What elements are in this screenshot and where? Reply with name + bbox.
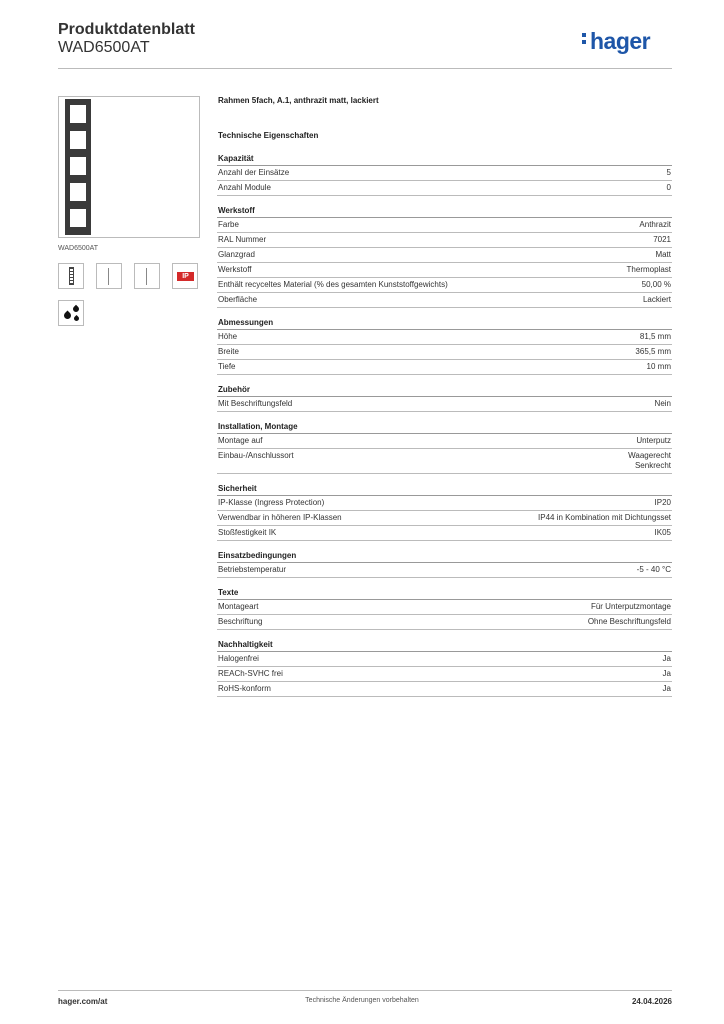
spec-label: Stoßfestigkeit IK (218, 528, 277, 537)
spec-value (667, 168, 671, 178)
spec-value (588, 617, 671, 627)
spec-section (217, 385, 672, 412)
spec-row (217, 248, 672, 263)
spec-value-line: Thermoplast (626, 265, 671, 274)
spec-value-line: IK05 (654, 528, 671, 537)
spec-label: Oberfläche (218, 295, 258, 304)
spec-value (655, 528, 671, 538)
spec-label: Höhe (218, 332, 238, 341)
footer-divider (58, 990, 672, 991)
spec-value-line: Waagerecht (628, 451, 671, 460)
spec-row (217, 652, 672, 667)
spec-row (217, 496, 672, 511)
spec-row (217, 600, 672, 615)
section-title: Texte (217, 588, 672, 600)
section-title: Zubehör (217, 385, 672, 397)
spec-value-line: Nein (654, 399, 671, 408)
section-title: Abmessungen (217, 318, 672, 330)
spec-row (217, 526, 672, 541)
spec-value-line: 81,5 mm (639, 332, 671, 341)
spec-value (663, 684, 671, 694)
spec-section (217, 206, 672, 308)
spec-row (217, 293, 672, 308)
spec-label: RAL Nummer (218, 235, 267, 244)
spec-value-line: Anthrazit (639, 220, 671, 229)
spec-row (217, 682, 672, 697)
article-number: WAD6500AT (58, 39, 150, 56)
spec-value (642, 280, 671, 290)
spec-label: Montageart (218, 602, 259, 611)
spec-row (217, 330, 672, 345)
spec-value-line: 365,5 mm (635, 347, 671, 356)
spec-label: Betriebstemperatur (218, 565, 287, 574)
spec-label: Halogenfrei (218, 654, 259, 663)
spec-label: REACh-SVHC frei (218, 669, 283, 678)
spec-row (217, 263, 672, 278)
spec-row (217, 181, 672, 196)
spec-value (639, 220, 671, 230)
spec-section (217, 640, 672, 697)
spec-label: IP-Klasse (Ingress Protection) (218, 498, 325, 507)
spec-row (217, 449, 672, 474)
spec-value (653, 235, 671, 245)
spec-value-line: Lackiert (642, 295, 671, 304)
section-title: Werkstoff (217, 206, 672, 218)
spec-row (217, 166, 672, 181)
spec-value (538, 513, 671, 523)
section-title: Kapazität (217, 154, 672, 166)
spec-value (655, 498, 671, 508)
section-title: Nachhaltigkeit (217, 640, 672, 652)
logo-text: hager (590, 28, 651, 54)
spec-value-line: 50,00 % (641, 280, 671, 289)
logo-dots-icon (582, 33, 586, 47)
frame-picture (65, 99, 91, 235)
spec-content (217, 96, 672, 707)
tech-properties-title: Technische Eigenschaften (218, 131, 319, 140)
spec-value-line: 7021 (653, 235, 671, 244)
footer-date: 24.04.2026 (631, 997, 672, 1006)
spec-label: Einbau-/Anschlussort (218, 451, 294, 460)
spec-label: Beschriftung (218, 617, 263, 626)
spec-value-line: Ja (662, 669, 671, 678)
product-image-caption: WAD6500AT (58, 245, 99, 252)
ip-badge-icon: IP (172, 263, 198, 289)
spec-section (217, 318, 672, 375)
spec-value (667, 183, 671, 193)
spec-row (217, 278, 672, 293)
spec-section (217, 551, 672, 578)
spec-label: Glanzgrad (218, 250, 255, 259)
spec-value-line: Matt (655, 250, 671, 259)
spec-value (655, 399, 671, 409)
spec-label: Anzahl der Einsätze (218, 168, 290, 177)
spec-row (217, 345, 672, 360)
single-line-icon (134, 263, 160, 289)
spec-value (643, 295, 671, 305)
spec-value-line: 10 mm (646, 362, 671, 371)
spec-value-line: Für Unterputzmontage (590, 602, 671, 611)
section-title: Sicherheit (217, 484, 672, 496)
spec-label: Tiefe (218, 362, 236, 371)
spec-row (217, 615, 672, 630)
section-title: Einsatzbedingungen (217, 551, 672, 563)
spec-label: Enthält recyceltes Material (% des gesamten Kunststoffgewichts) (218, 280, 448, 289)
spec-row (217, 563, 672, 578)
spec-label: Breite (218, 347, 239, 356)
spec-value (663, 669, 671, 679)
spec-sections (217, 154, 672, 697)
product-image (58, 96, 200, 238)
spec-label: Montage auf (218, 436, 263, 445)
spec-value (636, 436, 671, 446)
spec-value (591, 602, 671, 612)
spec-section (217, 154, 672, 196)
spec-value (637, 565, 671, 575)
spec-label: Werkstoff (218, 265, 252, 274)
spec-value-line: 5 (666, 168, 671, 177)
page-title: Produktdatenblatt (58, 21, 195, 38)
ladder-module-icon (58, 263, 84, 289)
spec-label: Anzahl Module (218, 183, 271, 192)
spec-value-line: Unterputz (636, 436, 671, 445)
spec-label: Farbe (218, 220, 239, 229)
footer-website[interactable]: hager.com/at (58, 997, 108, 1006)
spec-row (217, 218, 672, 233)
spec-value-line: Ohne Beschriftungsfeld (587, 617, 671, 626)
water-drops-icon (58, 300, 84, 326)
spec-label: Verwendbar in höheren IP-Klassen (218, 513, 342, 522)
single-line-icon (96, 263, 122, 289)
spec-value (647, 362, 671, 372)
spec-value-line: Ja (662, 654, 671, 663)
spec-row (217, 360, 672, 375)
spec-value (635, 347, 671, 357)
spec-value (627, 265, 671, 275)
spec-value-line: -5 - 40 °C (636, 565, 671, 574)
spec-value (628, 451, 671, 471)
spec-row (217, 434, 672, 449)
spec-value-line: Senkrecht (634, 461, 671, 470)
spec-section (217, 588, 672, 630)
spec-value-line: 0 (666, 183, 671, 192)
spec-row (217, 397, 672, 412)
spec-row (217, 667, 672, 682)
spec-value (663, 654, 671, 664)
spec-row (217, 233, 672, 248)
spec-label: Mit Beschriftungsfeld (218, 399, 293, 408)
spec-value-line: IP44 in Kombination mit Dichtungsset (538, 513, 671, 522)
spec-section (217, 484, 672, 541)
spec-value-line: IP20 (654, 498, 671, 507)
product-description: Rahmen 5fach, A.1, anthrazit matt, lackiert (218, 96, 379, 105)
spec-value (640, 332, 671, 342)
spec-value-line: Ja (662, 684, 671, 693)
spec-value (655, 250, 671, 260)
hager-logo (590, 28, 650, 55)
spec-section (217, 422, 672, 474)
spec-label: RoHS-konform (218, 684, 271, 693)
footer-notice: Technische Änderungen vorbehalten (305, 997, 419, 1004)
spec-row (217, 511, 672, 526)
section-title: Installation, Montage (217, 422, 672, 434)
header-divider (58, 68, 672, 69)
